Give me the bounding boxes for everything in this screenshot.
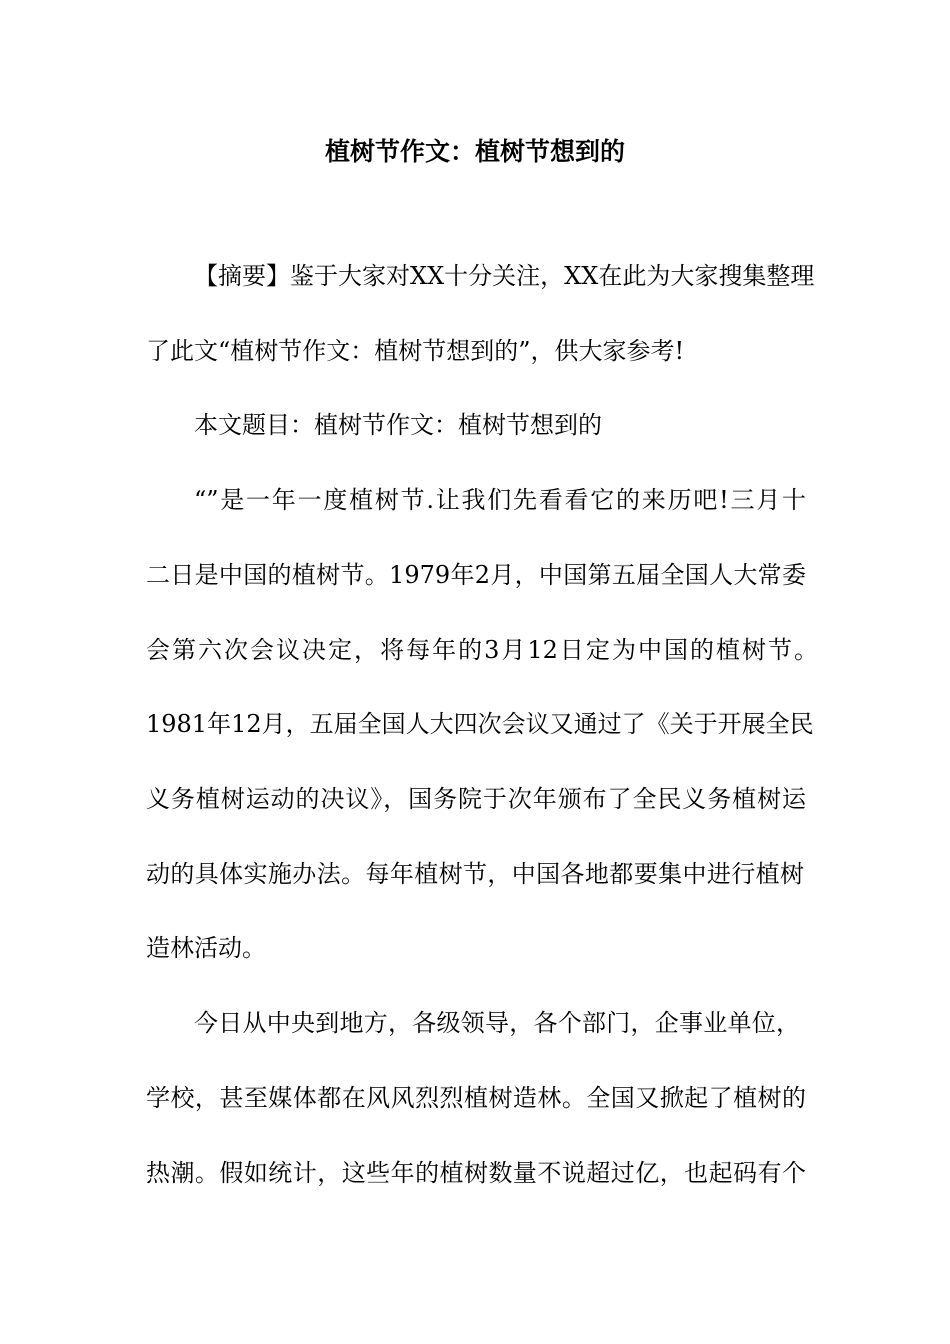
paragraph-1-line-6: 动的具体实施办法。每年植树节，中国各地都要集中进行植树: [146, 860, 804, 888]
paragraph-1-line-4: 1981年12月，五届全国人大四次会议又通过了《关于开展全民: [146, 710, 814, 738]
paragraph-1-line-2: 二日是中国的植树节。1979年2月，中国第五届全国人大常委: [146, 561, 806, 589]
document-title: 植树节作文：植树节想到的: [324, 137, 625, 166]
paragraph-1-line-3: 会第六次会议决定，将每年的3月12日定为中国的植树节。: [146, 636, 818, 664]
paragraph-1-line-5: 义务植树运动的决议》，国务院于次年颁布了全民义务植树运: [146, 785, 806, 813]
paragraph-2-line-1: 今日从中央到地方，各级领导，各个部门，企事业单位，: [194, 1009, 800, 1037]
paragraph-1-line-1: “”是一年一度植树节.让我们先看看它的来历吧!三月十: [194, 486, 806, 514]
paragraph-1-line-7: 造林活动。: [146, 934, 266, 962]
article-subject-line: 本文题目：植树节作文：植树节想到的: [194, 411, 602, 439]
paragraph-2-line-2: 学校，甚至媒体都在风风烈烈植树造林。全国又掀起了植树的: [146, 1084, 806, 1112]
paragraph-2-line-3: 热潮。假如统计，这些年的植树数量不说超过亿，也起码有个: [146, 1159, 806, 1187]
abstract-line-2: 了此文“植树节作文：植树节想到的”，供大家参考!: [146, 337, 685, 365]
abstract-line-1: 【摘要】鉴于大家对XX十分关注，XX在此为大家搜集整理: [194, 262, 815, 290]
